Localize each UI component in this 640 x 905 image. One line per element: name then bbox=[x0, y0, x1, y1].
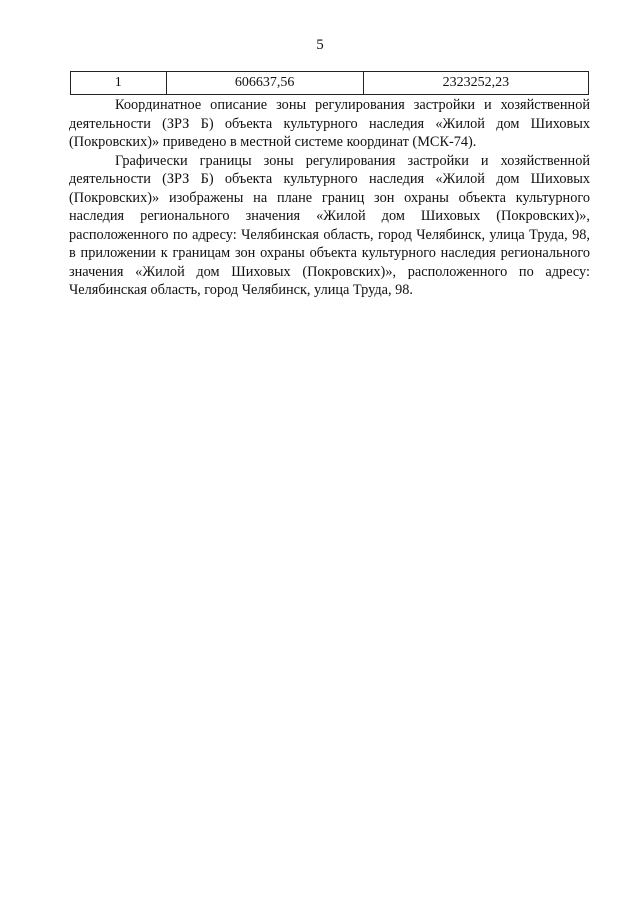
coordinates-table bbox=[70, 71, 589, 95]
x-coordinate-cell: 606637,56 bbox=[166, 72, 363, 95]
point-number-cell: 1 bbox=[71, 72, 167, 95]
coordinate-description-paragraph: Координатное описание зоны регулирования застройки и хозяйственной деятельности (ЗРЗ Б) объекта культурного наследия «Жилой дом Шиховых (Покровских)» приведено в местной системе координат (МСК-74). bbox=[69, 97, 590, 150]
document-body bbox=[69, 96, 590, 300]
table-row bbox=[71, 72, 589, 95]
page-number: 5 bbox=[316, 37, 324, 53]
graphic-boundaries-paragraph: Графически границы зоны регулирования застройки и хозяйственной деятельности (ЗРЗ Б) объекта культурного наследия «Жилой дом Шиховых (Покровских)» изображены на плане границ зон охраны объекта культурного наследия регионального значения «Жилой дом Шиховых (Покровских)», расположенного по адресу: Челябинская область, город Челябинск, улица Труда, 98, в приложении к границам зон охраны объекта культурного наследия регионального значения «Жилой дом Шиховых (Покровских)», расположенного по адресу: Челябинская область, город Челябинск, улица Труда, 98. bbox=[69, 152, 590, 298]
y-coordinate-cell: 2323252,23 bbox=[363, 72, 588, 95]
